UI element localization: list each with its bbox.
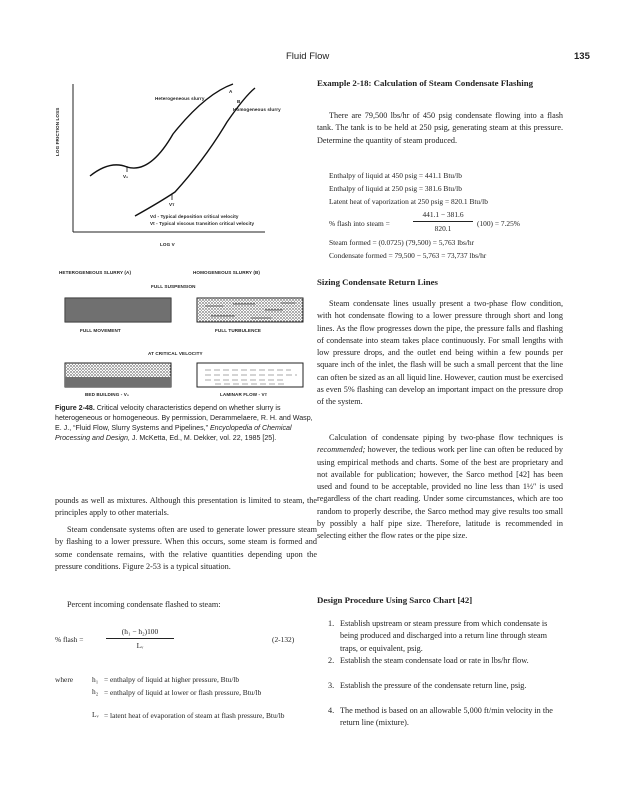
y-axis-label: LOG FRICTION LOSS <box>55 107 60 156</box>
x-axis-label: LOG V <box>160 242 175 247</box>
calc-line-4-denominator: 820.1 <box>434 224 452 233</box>
example-paragraph: There are 79,500 lbs/hr of 450 psig condensate flowing into a flash tank. The tank is to be held at 250 psig, generating steam at this pressure. Determine the quantity of steam produced. <box>317 111 563 145</box>
left-para-2: Steam condensate systems often are used to generate lower pressure steam by flashing to a lower pressure. When this occurs, some steam is formed and some condensate remains, with the relative quantities depending upon the pressure conditions. Figure 2-53 is a typical situation. <box>55 525 317 571</box>
step-1-number: 1. <box>328 619 335 628</box>
step-4-text: The method is based on an allowable 5,000 ft/min velocity in the return line (mixture). <box>340 706 553 728</box>
calc-line-1: Enthalpy of liquid at 450 psig = 441.1 Btu/lb <box>329 171 462 180</box>
calc-line-5: Steam formed = (0.0725) (79,500) = 5,763 lbs/hr <box>329 238 475 247</box>
step-3-text: Establish the pressure of the condensate return line, psig. <box>340 681 527 690</box>
legend-vd: Vd - Typical deposition critical velocity <box>150 214 239 219</box>
eq-number: (2-132) <box>272 635 295 644</box>
step-2-number: 2. <box>328 656 335 665</box>
caption-text-2: J. McKetta, Ed., M. Dekker, vol. 22, 1985 [25]. <box>129 434 277 442</box>
left-para-3: Percent incoming condensate flashed to steam: <box>67 600 221 609</box>
eq-fraction-bar <box>106 638 174 639</box>
sizing-title: Sizing Condensate Return Lines <box>317 277 438 287</box>
heterogeneous-slurry-label: Heterogeneous slurry <box>155 96 205 101</box>
def-h1-text: = enthalpy of liquid at higher pressure, Btu/lb <box>104 675 240 684</box>
full-movement-label: FULL MOVEMENT <box>80 328 121 333</box>
calc-fraction-bar <box>413 221 473 222</box>
legend-vt: Vt - Typical viscous transition critical velocity <box>150 221 255 226</box>
left-para-1: pounds as well as mixtures. Although this presentation is limited to steam, the principles apply to other materials. <box>55 496 317 518</box>
caption-italic: Encyclopedia of Chemical Processing and Design, <box>55 424 292 442</box>
curve-a-label: A <box>229 89 233 94</box>
calc-line-3: Latent heat of vaporization at 250 psig = 820.1 Btu/lb <box>329 197 488 206</box>
step-3-number: 3. <box>328 681 335 690</box>
heterogeneous-title: HETEROGENEOUS SLURRY (A) <box>59 270 132 275</box>
vt-label: Vᴛ <box>169 202 175 207</box>
step-4-number: 4. <box>328 706 335 715</box>
at-critical-velocity-label: AT CRITICAL VELOCITY <box>148 351 203 356</box>
panel-full-movement <box>65 298 171 322</box>
laminar-flow-label: LAMINAR FLOW - Vᴛ <box>220 392 268 397</box>
def-h2-text: = enthalpy of liquid at lower or flash pressure, Btu/lb <box>104 688 262 697</box>
curve-b-label: B <box>237 99 241 104</box>
figure-caption <box>55 403 317 443</box>
sizing-paragraph-2 <box>317 432 563 543</box>
sizing-para2-end: however, the tedious work per line can often be reduced by using empirical methods and charts. Some of the best are proprietary and not available for publication; however, the Sarco method [42] has been used and found to be acceptable, provided no line less than 1½″ is used regardless of the chart reading. Under some circumstances, which are too random to properly describe, the Sarco method may give results too small by possibly a half pipe size. Therefore, latitude is recommended in selecting either the flow rates or the pipe size. <box>317 445 563 541</box>
running-header-title: Fluid Flow <box>286 51 330 62</box>
example-title: Example 2-18: Calculation of Steam Condensate Flashing <box>317 78 534 88</box>
bed-building-label: BED BUILDING - V₀ <box>85 392 130 397</box>
sizing-para2-start: Calculation of condensate piping by two-phase flow techniques is <box>329 433 563 442</box>
full-suspension-label: FULL SUSPENSION <box>151 284 196 289</box>
calc-line-4-numerator: 441.1 − 381.6 <box>422 210 464 219</box>
def-h2-symbol: h₂ <box>92 687 99 696</box>
eq-denominator: Lᵥ <box>136 641 144 650</box>
eq-numerator: (h₁ − h₂)100 <box>121 627 159 636</box>
def-lv-symbol: Lᵥ <box>92 710 99 719</box>
sizing-paragraph-1: Steam condensate lines usually present a two-phase flow condition, with hot condensate flowing to a lower pressure through short and long lines. As the flow progresses down the pipe, the pressure falls and flashing of condensate into steam takes place continuously. For small lengths with low pressure drops, and the outlet end being within a few pounds per square inch of the inlet, the flash will be such a small percent that the line can often be sized as an all liquid line. However, caution must be exercised as even 5% flashing can develop an important impact on the pressure drop of the system. <box>317 299 563 407</box>
caption-text-1: Critical velocity characteristics depend on whether slurry is heterogeneous or homogeneous. By permission, Derammelaere, R. H. and Wasp, E. J., “Fluid Flow, Slurry Systems and Pipelines,” <box>55 404 313 432</box>
calc-line-2: Enthalpy of liquid at 250 psig = 381.6 Btu/lb <box>329 184 462 193</box>
step-2-text: Establish the steam condensate load or rate in lbs/hr flow. <box>340 656 529 665</box>
def-lv-text: = latent heat of evaporation of steam at flash pressure, Btu/lb <box>104 711 285 720</box>
calc-line-4-lhs: % flash into steam = <box>329 219 390 228</box>
panel-full-turbulence <box>197 298 303 322</box>
caption-label: Figure 2-48. <box>55 404 95 412</box>
vd-label: V₀ <box>123 174 129 179</box>
page-number: 135 <box>574 51 590 62</box>
calc-line-6: Condensate formed = 79,500 − 5,763 = 73,737 lbs/hr <box>329 251 487 260</box>
homogeneous-slurry-label: Homogeneous slurry <box>233 107 281 112</box>
design-procedure-title: Design Procedure Using Sarco Chart [42] <box>317 595 473 605</box>
figure-2-48 <box>55 74 320 404</box>
full-turbulence-label: FULL TURBULENCE <box>215 328 262 333</box>
sizing-para2-italic: recommended; <box>317 445 366 455</box>
step-1-text: Establish upstream or steam pressure from which condensate is being produced and discharged into a return line through steam traps, or equivalent, psig. <box>340 619 548 653</box>
bed-layer <box>65 377 171 387</box>
homogeneous-title: HOMOGENEOUS SLURRY (B) <box>193 270 261 275</box>
eq-lhs: % flash = <box>55 635 84 644</box>
calc-line-4-rhs: (100) = 7.25% <box>477 219 520 228</box>
where-label: where <box>55 675 74 684</box>
def-h1-symbol: h₁ <box>92 675 99 684</box>
